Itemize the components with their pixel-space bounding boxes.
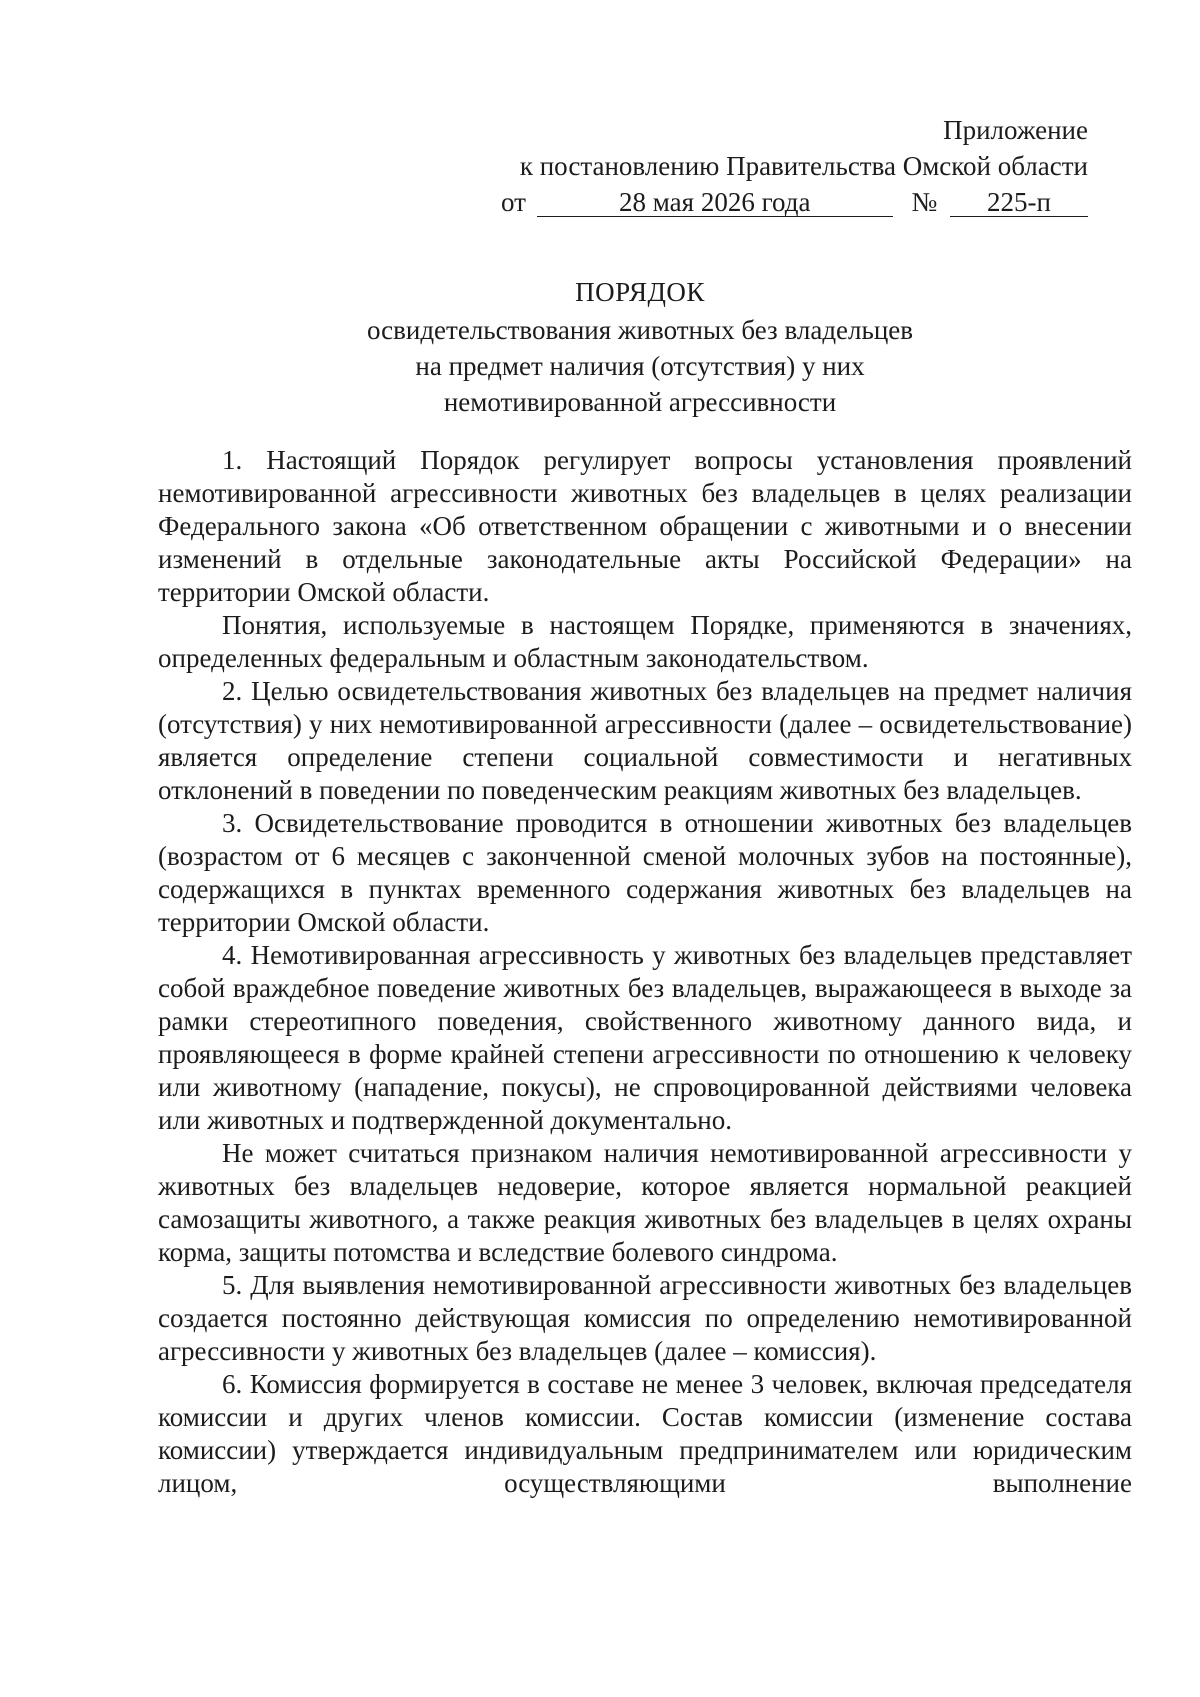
number-sign: №	[911, 187, 938, 217]
document-title-block	[100, 274, 1180, 420]
paragraph: Не может считаться признаком наличия немотивированной агрессивности у животных без владельцев недоверие, которое является нормальной реакцией самозащиты животного, а также реакция животных без владельцев в целях охраны корма, защиты потомства и вследствие болевого синдрома.	[158, 1138, 1132, 1267]
document-title: ПОРЯДОК	[575, 277, 705, 307]
date-label: от	[501, 187, 526, 217]
paragraph: 4. Немотивированная агрессивность у животных без владельцев представляет собой враждебное поведение животных без владельцев, выражающееся в выходе за рамки стереотипного поведения, свойственного животному данного вида, и проявляющееся в форме крайней степени агрессивности по отношению к человеку или животному (нападение, покусы), не спровоцированной действиями человека или животных и подтвержденной документально.	[158, 940, 1132, 1135]
appendix-label: Приложение	[943, 115, 1088, 145]
paragraph: Понятия, используемые в настоящем Порядке, применяются в значениях, определенных федеральным и областным законодательством.	[158, 610, 1132, 673]
date-number-line	[501, 184, 1088, 220]
title-line: немотивированной агрессивности	[443, 387, 837, 417]
resolution-reference: к постановлению Правительства Омской области	[519, 151, 1088, 181]
date-value: 28 мая 2026 года	[537, 188, 893, 217]
paragraph: 1. Настоящий Порядок регулирует вопросы установления проявлений немотивированной агрессивности животных без владельцев в целях реализации Федерального закона «Об ответственном обращении с животными и о внесении изменений в отдельные законодательные акты Российской Федерации» на территории Омской области.	[158, 445, 1132, 607]
appendix-header	[501, 112, 1088, 220]
paragraph: 2. Целью освидетельствования животных без владельцев на предмет наличия (отсутствия) у них немотивированной агрессивности (далее – освидетельствование) является определение степени социальной совместимости и негативных отклонений в поведении по поведенческим реакциям животных без владельцев.	[158, 676, 1132, 805]
paragraph: 5. Для выявления немотивированной агрессивности животных без владельцев создается постоянно действующая комиссия по определению немотивированной агрессивности у животных без владельцев (далее – комиссия).	[158, 1270, 1132, 1366]
paragraph: 3. Освидетельствование проводится в отношении животных без владельцев (возрастом от 6 месяцев с законченной сменой молочных зубов на постоянные), содержащихся в пунктах временного содержания животных без владельцев на территории Омской области.	[158, 808, 1132, 937]
title-line: освидетельствования животных без владельцев	[366, 315, 914, 345]
paragraph: 6. Комиссия формируется в составе не менее 3 человек, включая председателя комиссии и других членов комиссии. Состав комиссии (изменение состава комиссии) утверждается индивидуальным предпринимателем или юридическим лицом, осуществляющими выполнение	[158, 1369, 1132, 1498]
document-body	[158, 444, 1132, 1500]
number-value: 225-п	[950, 188, 1088, 217]
title-line: на предмет наличия (отсутствия) у них	[415, 351, 865, 381]
